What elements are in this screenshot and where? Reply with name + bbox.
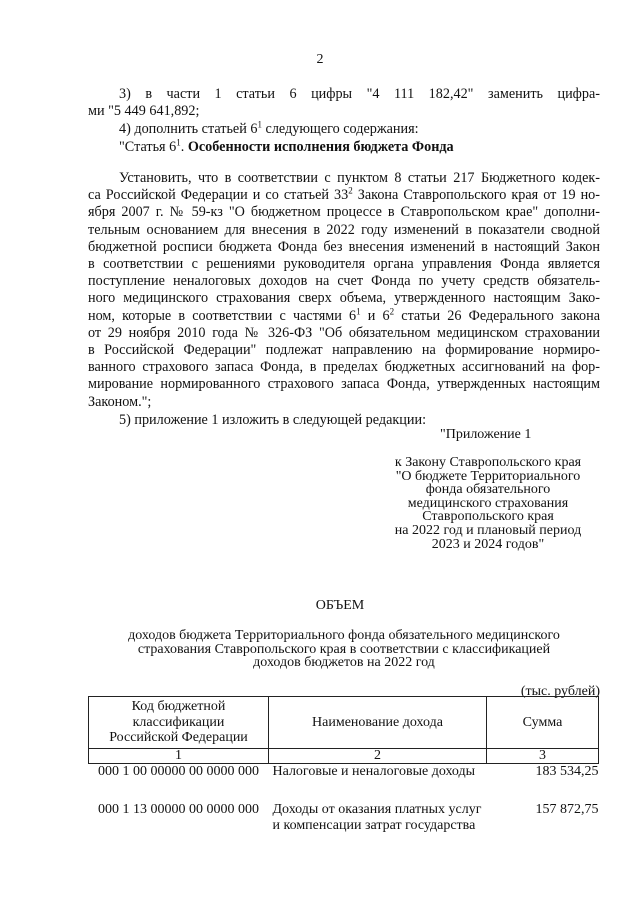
item-5: 5) приложение 1 изложить в следующей редакции:: [119, 412, 427, 428]
header-sum: Сумма: [487, 697, 599, 749]
table-header-row: [89, 697, 599, 749]
header-code: Код бюджетной классификации Российской Федерации: [89, 697, 269, 749]
article-title: Особенности исполнения бюджета Фонда: [187, 139, 454, 155]
revenue-table: [88, 696, 599, 834]
article-body: Установить, что в соответствии с пунктом 8 статьи 217 Бюджетного кодек- са Российской Федерации и со статьей $33^2$ Закона Ставропольского края от 19 но- ября 2007 г. № 59-кз "О бюджетном процессе в Ставропольском крае" дополни- тельным основанием для внесения в 2022 году изменений в показатели сводной бюджетной росписи бюджета Фонда без внесения изменений в настоящий Закон в соответствии с решениями руководителя органа управления Фонда является поступление неналоговых доходов на счет Фонда по учету средств обязатель- ного медицинского страхования сверх объема, утвержденного настоящим Зако- ном, которые в соответствии с частями $6^1$ и $6^2$ статьи 26 Федерального закона от 29 ноября 2010 года № 326-ФЗ "Об обязательном медицинском страховании в Российской Федерации" подлежат направлению на формирование нормиро- ванного страхового запаса Фонда, в пределах бюджетных ассигнований на фор- мирование нормированного страхового запаса Фонда, утвержденных настоящим Законом.";: [88, 170, 600, 410]
item-3: [88, 86, 600, 120]
table-row: 000 1 13 00000 00 0000 000 Доходы от оказания платных услуг и компенсации затрат государства 157 872,75: [98, 802, 599, 833]
item-4-line: 4) дополнить статьей $6^1$ следующего содержания:: [119, 119, 419, 137]
item-4: [88, 121, 600, 138]
document-subtitle: доходов бюджета Территориального фонда обязательного медицинского страхования Ставропольского края в соответствии с классификацией доходов бюджетов на 2022 год: [128, 628, 560, 671]
item-3-line-2: ми "5 449 641,892;: [88, 103, 200, 120]
appendix-label: "Приложение 1: [440, 427, 532, 442]
page-number: 2: [316, 52, 324, 67]
item-3-line-1: 3) в части 1 статьи 6 цифры "4 111 182,42" заменить цифра-: [119, 86, 600, 102]
appendix-reference: к Закону Ставропольского края "О бюджете Территориального фонда обязательного медицинского страхования Ставропольского края на 2022 год и плановый период 2023 и 2024 годов": [394, 455, 582, 552]
table-column-numbers: 1 2 3: [89, 749, 599, 764]
article-heading: "Статья $6^1$. Особенности исполнения бюджета Фонда: [119, 137, 454, 155]
header-name: Наименование дохода: [269, 697, 487, 749]
units-label: (тыс. рублей): [520, 684, 600, 699]
table-row: 000 1 00 00000 00 0000 000 Налоговые и неналоговые доходы 183 534,25: [98, 764, 599, 779]
document-title: ОБЪЕМ: [315, 598, 365, 613]
